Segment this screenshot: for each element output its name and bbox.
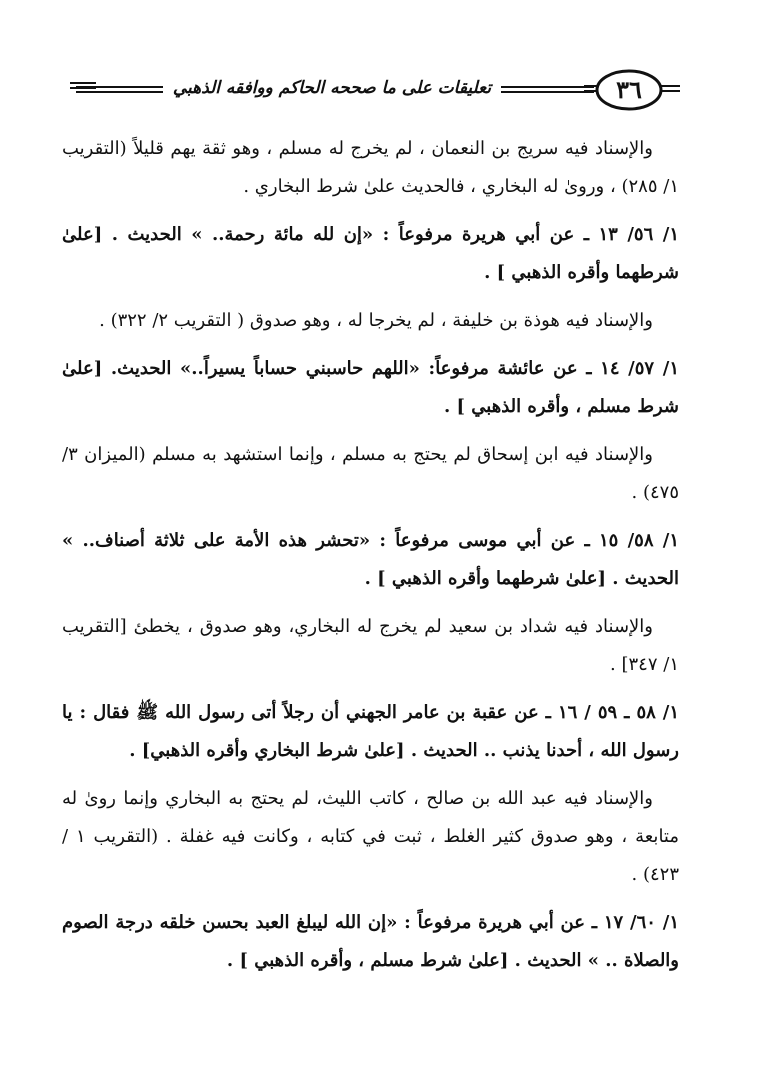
hadith-entry: ١/ ٦٠/ ١٧ ـ عن أبي هريرة مرفوعاً : «إن الله ليبلغ العبد بحسن خلقه درجة الصوم والصلاة .. » الحديث . [علىٰ شرط مسلم ، وأقره الذهبي ] . (62, 912, 680, 971)
running-title: تعليقات على ما صححه الحاكم ووافقه الذهبي (80, 68, 584, 108)
commentary-paragraph: والإسناد فيه ابن إسحاق لم يحتج به مسلم ، وإنما استشهد به مسلم (الميزان ٣/ ٤٧٥) . (62, 444, 679, 503)
hadith-entry: ١/ ٥٨ ـ ٥٩ / ١٦ ـ عن عقبة بن عامر الجهني أن رجلاً أتى رسول الله ﷺ فقال : يا رسول الله ، أحدنا يذنب .. الحديث . [علىٰ شرط البخاري وأقره الذهبي] . (62, 702, 680, 761)
commentary-paragraph: والإسناد فيه شداد بن سعيد لم يخرج له البخاري، وهو صدوق ، يخطئ [التقريب ١/ ٣٤٧] . (62, 616, 679, 675)
page-number: ٣٦ (616, 75, 642, 104)
page-body (62, 130, 679, 990)
page-number-badge (584, 68, 680, 112)
hadith-entry: ١/ ٥٧/ ١٤ ـ عن عائشة مرفوعاً: «اللهم حاسبني حساباً يسيراً..» الحديث. [علىٰ شرط مسلم ، وأقره الذهبي ] . (62, 358, 679, 417)
hadith-entry: ١/ ٥٨/ ١٥ ـ عن أبي موسى مرفوعاً : «تحشر هذه الأمة على ثلاثة أصناف.. » الحديث . [علىٰ شرطهما وأقره الذهبي ] . (62, 530, 680, 589)
commentary-paragraph: والإسناد فيه عبد الله بن صالح ، كاتب الليث، لم يحتج به البخاري وإنما روىٰ له متابعة ، وهو صدوق كثير الغلط ، ثبت في كتابه ، وكانت فيه غفلة . (التقريب ١ / ٤٢٣) . (62, 788, 679, 885)
page-header (70, 68, 680, 118)
commentary-paragraph: والإسناد فيه هوذة بن خليفة ، لم يخرجا له ، وهو صدوق ( التقريب ٢/ ٣٢٢) . (99, 310, 653, 331)
hadith-entry: ١/ ٥٦/ ١٣ ـ عن أبي هريرة مرفوعاً : «إن لله مائة رحمة.. » الحديث . [علىٰ شرطهما وأقره الذهبي ] . (62, 224, 680, 283)
commentary-paragraph: والإسناد فيه سريج بن النعمان ، لم يخرج له مسلم ، وهو ثقة يهم قليلاً (التقريب ١/ ٢٨٥) ، وروىٰ له البخاري ، فالحديث علىٰ شرط البخاري . (62, 138, 679, 197)
